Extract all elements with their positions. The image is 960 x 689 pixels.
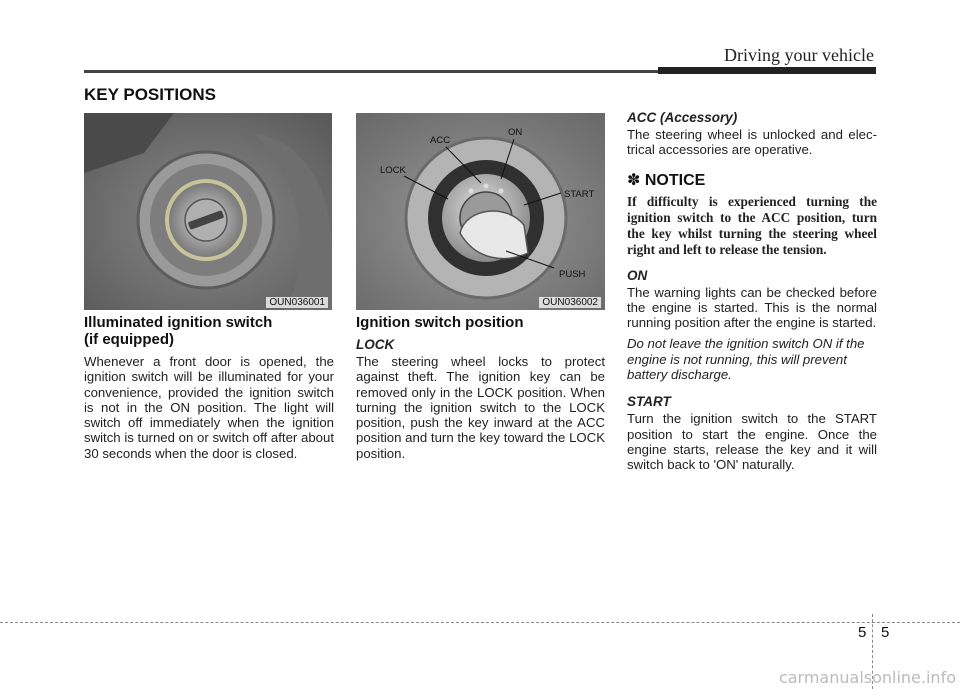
notice-title: NOTICE (644, 171, 706, 189)
ignition-positions-diagram (356, 113, 605, 310)
positions-detail-section (627, 110, 877, 473)
lock-label: LOCK (356, 337, 395, 352)
footer-rule (0, 622, 960, 623)
notice-body: If difficulty is experienced turning the ignition switch to the ACC position, turn the key whilst turning the steering wheel right and left to release the tension. (627, 193, 877, 257)
acc-body: The steering wheel is unlocked and elec-trical accessories are operative. (627, 127, 877, 158)
chapter-title: Driving your vehicle (724, 45, 874, 65)
notice-icon: ✽ (627, 171, 641, 189)
on-label: ON (627, 267, 648, 283)
acc-label: ACC (Accessory) (627, 110, 738, 125)
illuminated-switch-body: Whenever a front door is opened, the ignition switch will be illuminated for your convenience, provided the ignition switch is not in the ON position. The light will switch off immediately when the ignition switch is turned on or switch off after about 30 seconds when the door is closed. (84, 354, 334, 461)
lock-body: The steering wheel locks to protect against theft. The ignition key can be removed only in the LOCK position. When turning the ignition switch to the LOCK position, push the key inward at the ACC position and turn the key toward the LOCK position. (356, 354, 605, 461)
ignition-illuminated-image (84, 113, 332, 310)
start-label: START (627, 394, 671, 410)
illuminated-switch-photo (84, 113, 332, 310)
start-body: Turn the ignition switch to the START position to start the engine. Once the engine starts, release the key and it will switch back to 'ON' naturally. (627, 411, 877, 473)
header-rule-accent (658, 67, 876, 74)
heading-line-1: Illuminated ignition switch (84, 314, 273, 331)
label-acc: ACC (430, 135, 451, 146)
switch-position-section (356, 314, 605, 461)
illuminated-switch-section (84, 314, 334, 461)
switch-positions-photo (356, 113, 605, 310)
on-warning: Do not leave the ignition switch ON if the engine is not running, this will prevent battery discharge. (627, 336, 865, 383)
label-push: PUSH (559, 269, 586, 280)
section-title: KEY POSITIONS (84, 85, 216, 104)
heading-line-2: (if equipped) (84, 331, 174, 348)
label-lock: LOCK (380, 165, 406, 176)
notice-heading (627, 170, 877, 190)
figure-code: OUN036002 (539, 297, 601, 308)
label-on: ON (508, 127, 523, 138)
watermark: carmanualsonline.info (778, 668, 956, 687)
figure-code: OUN036001 (266, 297, 328, 308)
illuminated-switch-heading (84, 314, 334, 348)
chapter-number: 5 (858, 624, 867, 641)
label-start: START (564, 189, 595, 200)
on-body: The warning lights can be checked before the engine is started. This is the normal running position after the engine is started. (627, 284, 877, 331)
switch-position-heading: Ignition switch position (356, 314, 524, 331)
page-number: 5 (881, 624, 890, 641)
